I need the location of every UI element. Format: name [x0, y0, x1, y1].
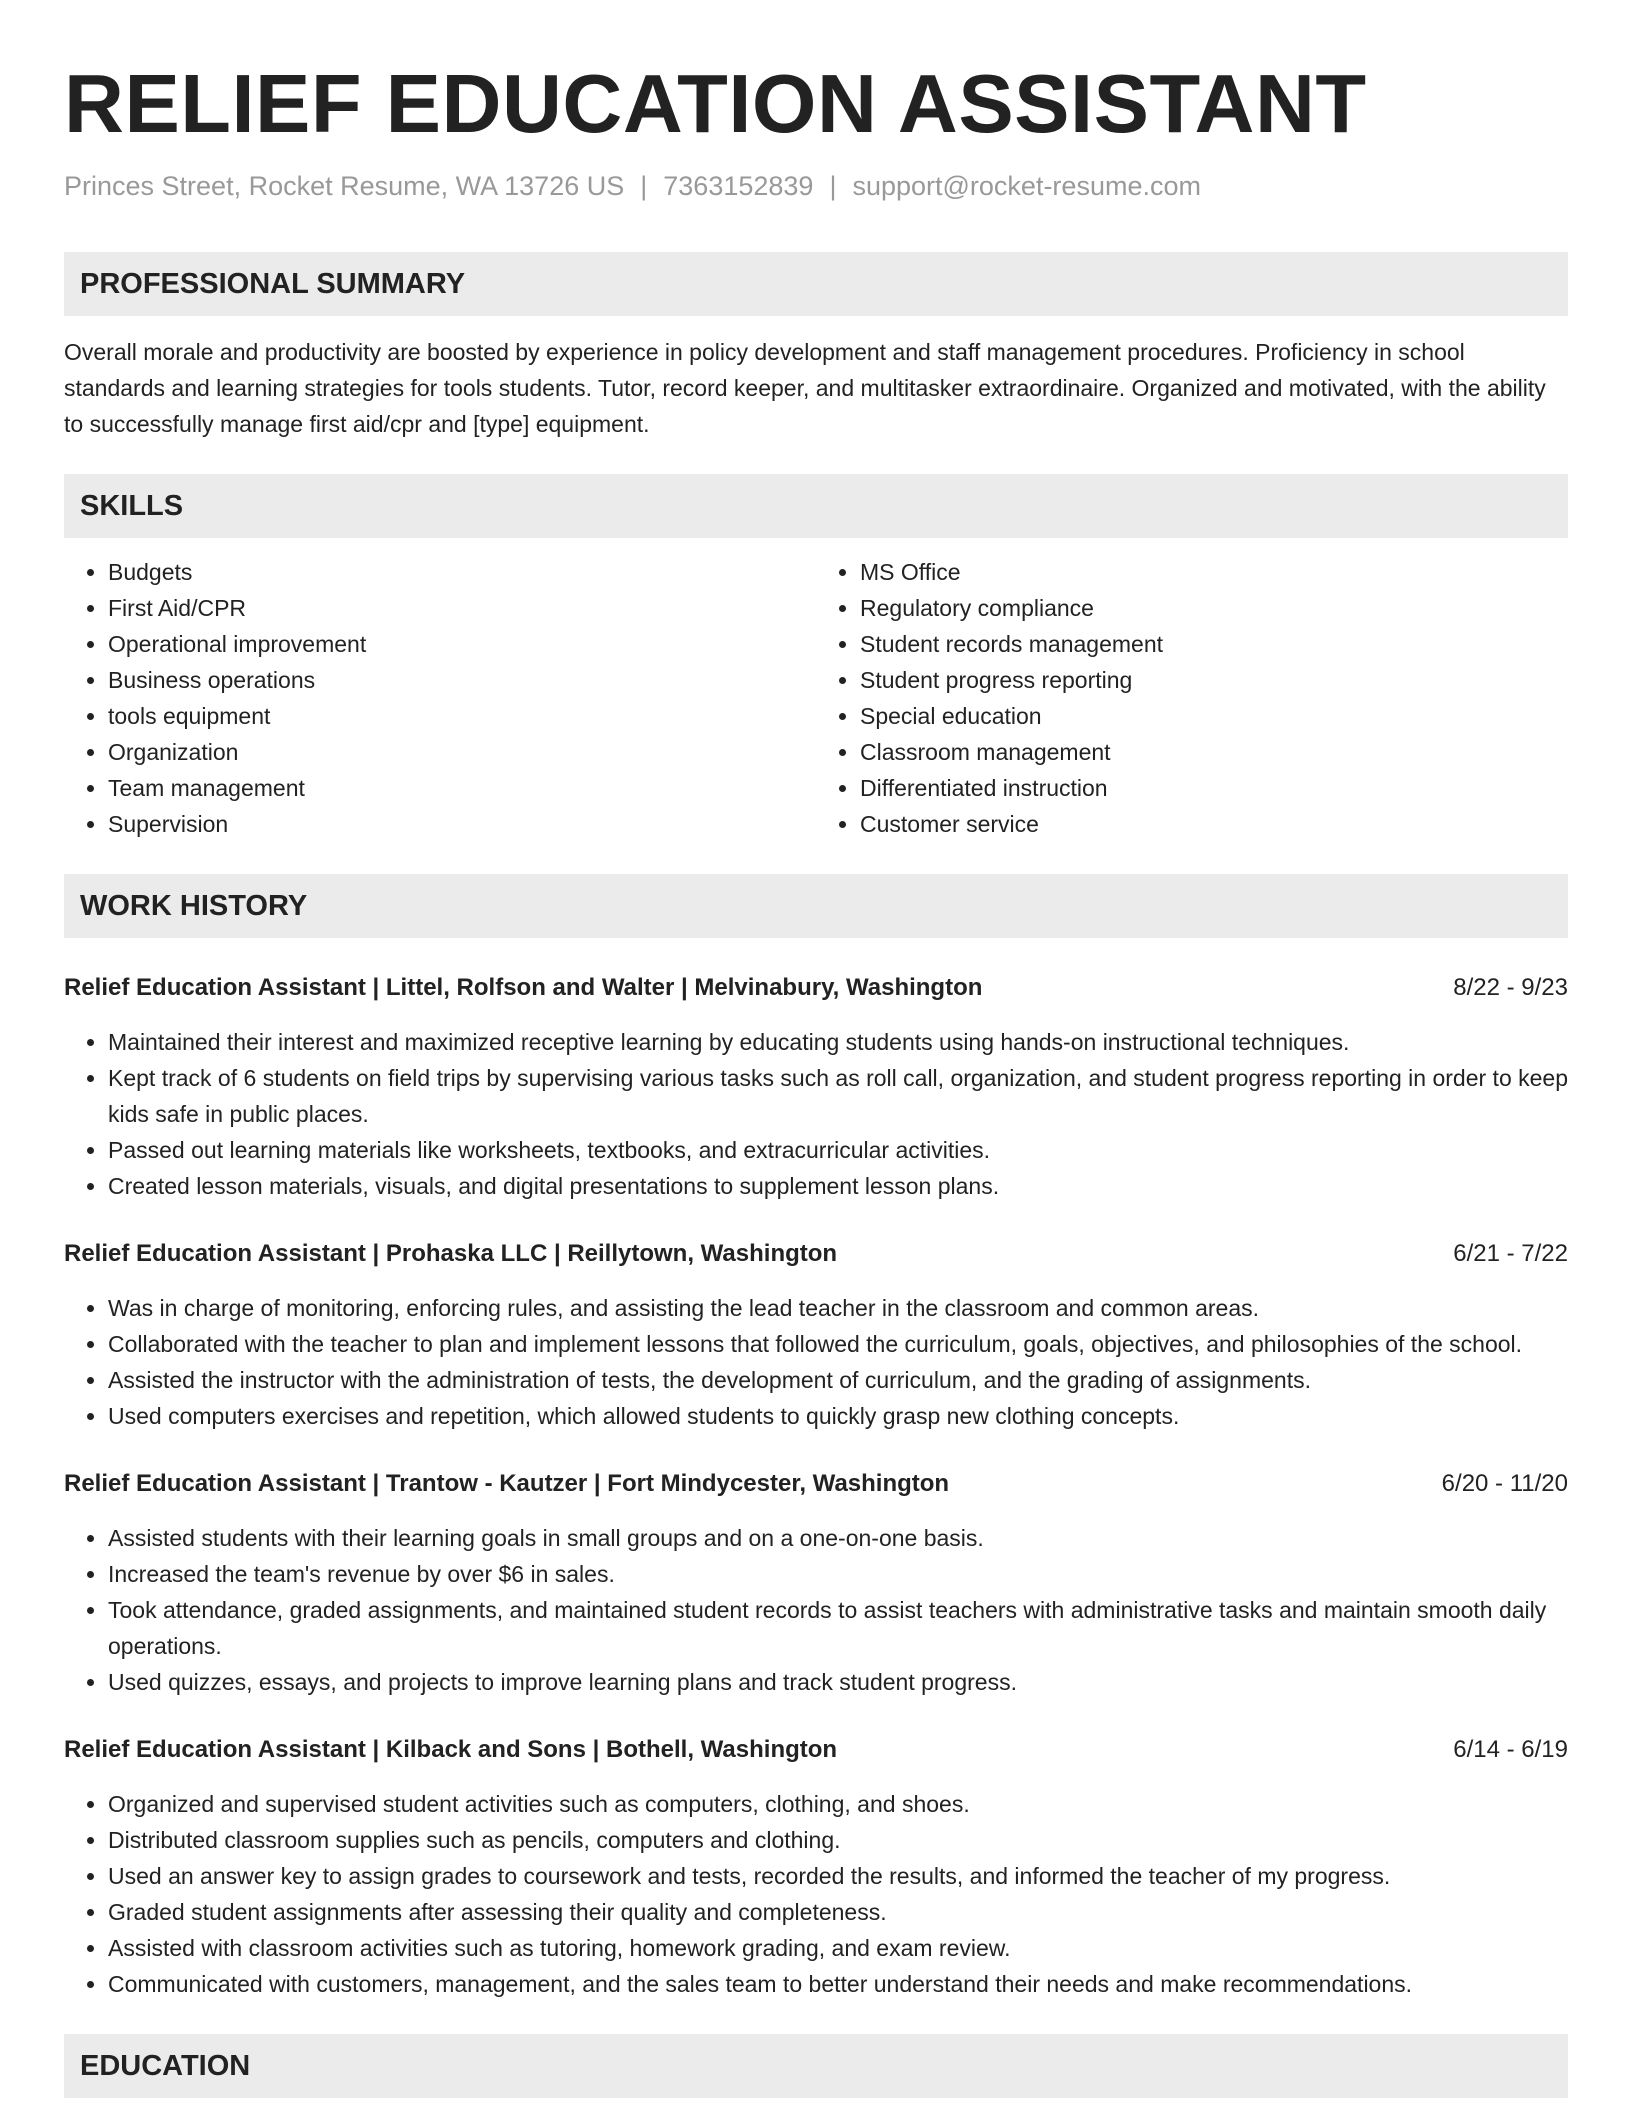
job-bullet: • Collaborated with the teacher to plan and implement lessons that followed the curriculum, goals, objectives, and philosophies of the school. [108, 1326, 1568, 1362]
job-bullet: • Graded student assignments after assessing their quality and completeness. [108, 1894, 1568, 1930]
job-heading: Relief Education Assistant | Prohaska LLC | Reillytown, Washington [64, 1240, 838, 1267]
job-bullets [64, 1520, 1568, 1700]
job-entry [64, 1236, 1568, 1434]
skill-item: • Regulatory compliance [860, 590, 1568, 626]
skills-heading: SKILLS [64, 474, 1568, 538]
education-section [64, 2034, 1568, 2098]
skill-item: • Supervision [108, 806, 816, 842]
job-bullet: • Organized and supervised student activities such as computers, clothing, and shoes. [108, 1786, 1568, 1822]
job-dates: 8/22 - 9/23 [1453, 974, 1568, 1001]
job-dates: 6/21 - 7/22 [1453, 1240, 1568, 1267]
job-heading: Relief Education Assistant | Kilback and Sons | Bothell, Washington [64, 1736, 838, 1763]
skill-item: • Budgets [108, 554, 816, 590]
job-header [64, 1236, 1568, 1272]
skill-item: • Student progress reporting [860, 662, 1568, 698]
job-bullet: • Passed out learning materials like worksheets, textbooks, and extracurricular activities. [108, 1132, 1568, 1168]
skill-item: • MS Office [860, 554, 1568, 590]
skill-item: • Classroom management [860, 734, 1568, 770]
skill-item: • Customer service [860, 806, 1568, 842]
job-bullet: • Used an answer key to assign grades to coursework and tests, recorded the results, and informed the teacher of my progress. [108, 1858, 1568, 1894]
job-entry [64, 1732, 1568, 2002]
job-header [64, 1732, 1568, 1768]
summary-section [64, 252, 1568, 442]
job-bullets [64, 1786, 1568, 2002]
skill-item: • Organization [108, 734, 816, 770]
job-bullet: • Kept track of 6 students on field trips by supervising various tasks such as roll call, organization, and student progress reporting in order to keep kids safe in public places. [108, 1060, 1568, 1132]
contact-separator: | [829, 171, 837, 201]
job-bullet: • Communicated with customers, management, and the sales team to better understand their needs and make recommendations. [108, 1966, 1568, 2002]
job-bullet: • Was in charge of monitoring, enforcing rules, and assisting the lead teacher in the classroom and common areas. [108, 1290, 1568, 1326]
work-history-heading: WORK HISTORY [64, 874, 1568, 938]
resume-name: RELIEF EDUCATION ASSISTANT [64, 57, 1367, 150]
job-bullet: • Created lesson materials, visuals, and digital presentations to supplement lesson plans. [108, 1168, 1568, 1204]
skills-list-right [816, 554, 1568, 842]
job-bullet: • Assisted students with their learning goals in small groups and on a one-on-one basis. [108, 1520, 1568, 1556]
skill-item: • Operational improvement [108, 626, 816, 662]
skill-item: • Business operations [108, 662, 816, 698]
summary-text: Overall morale and productivity are boosted by experience in policy development and staff management procedures. Proficiency in school standards and learning strategies for tools students. Tutor, record keeper, and multitasker extraordinaire. Organized and motivated, with the ability to successfully manage first aid/cpr and [type] equipment. [64, 339, 1546, 437]
contact-address: Princes Street, Rocket Resume, WA 13726 US [64, 171, 625, 201]
skill-item: • First Aid/CPR [108, 590, 816, 626]
job-dates: 6/20 - 11/20 [1441, 1470, 1568, 1497]
job-bullet: • Increased the team's revenue by over $6 in sales. [108, 1556, 1568, 1592]
contact-phone: 7363152839 [663, 171, 814, 201]
job-bullet: • Assisted with classroom activities such as tutoring, homework grading, and exam review. [108, 1930, 1568, 1966]
job-entry [64, 1466, 1568, 1700]
job-bullets [64, 1024, 1568, 1204]
job-heading: Relief Education Assistant | Trantow - Kautzer | Fort Mindycester, Washington [64, 1470, 950, 1497]
skill-item: • Differentiated instruction [860, 770, 1568, 806]
job-bullet: • Distributed classroom supplies such as pencils, computers and clothing. [108, 1822, 1568, 1858]
job-bullet: • Used computers exercises and repetition, which allowed students to quickly grasp new clothing concepts. [108, 1398, 1568, 1434]
skills-columns [64, 554, 1568, 842]
skill-item: • Student records management [860, 626, 1568, 662]
job-header [64, 970, 1568, 1006]
job-entry [64, 970, 1568, 1204]
summary-heading: PROFESSIONAL SUMMARY [64, 252, 1568, 316]
work-history-section [64, 874, 1568, 2002]
job-bullet: • Maintained their interest and maximized receptive learning by educating students using hands-on instructional techniques. [108, 1024, 1568, 1060]
contact-line [64, 168, 1568, 204]
job-bullet: • Used quizzes, essays, and projects to improve learning plans and track student progress. [108, 1664, 1568, 1700]
contact-email: support@rocket-resume.com [852, 171, 1201, 201]
education-heading: EDUCATION [64, 2034, 1568, 2098]
skill-item: • Special education [860, 698, 1568, 734]
job-bullet: • Took attendance, graded assignments, and maintained student records to assist teachers with administrative tasks and maintain smooth daily operations. [108, 1592, 1568, 1664]
job-dates: 6/14 - 6/19 [1453, 1736, 1568, 1763]
skills-list-left [64, 554, 816, 842]
contact-separator: | [640, 171, 648, 201]
job-heading: Relief Education Assistant | Littel, Rolfson and Walter | Melvinabury, Washington [64, 974, 983, 1001]
job-bullets [64, 1290, 1568, 1434]
job-header [64, 1466, 1568, 1502]
skill-item: • Team management [108, 770, 816, 806]
skill-item: • tools equipment [108, 698, 816, 734]
skills-section [64, 474, 1568, 842]
job-bullet: • Assisted the instructor with the administration of tests, the development of curriculum, and the grading of assignments. [108, 1362, 1568, 1398]
